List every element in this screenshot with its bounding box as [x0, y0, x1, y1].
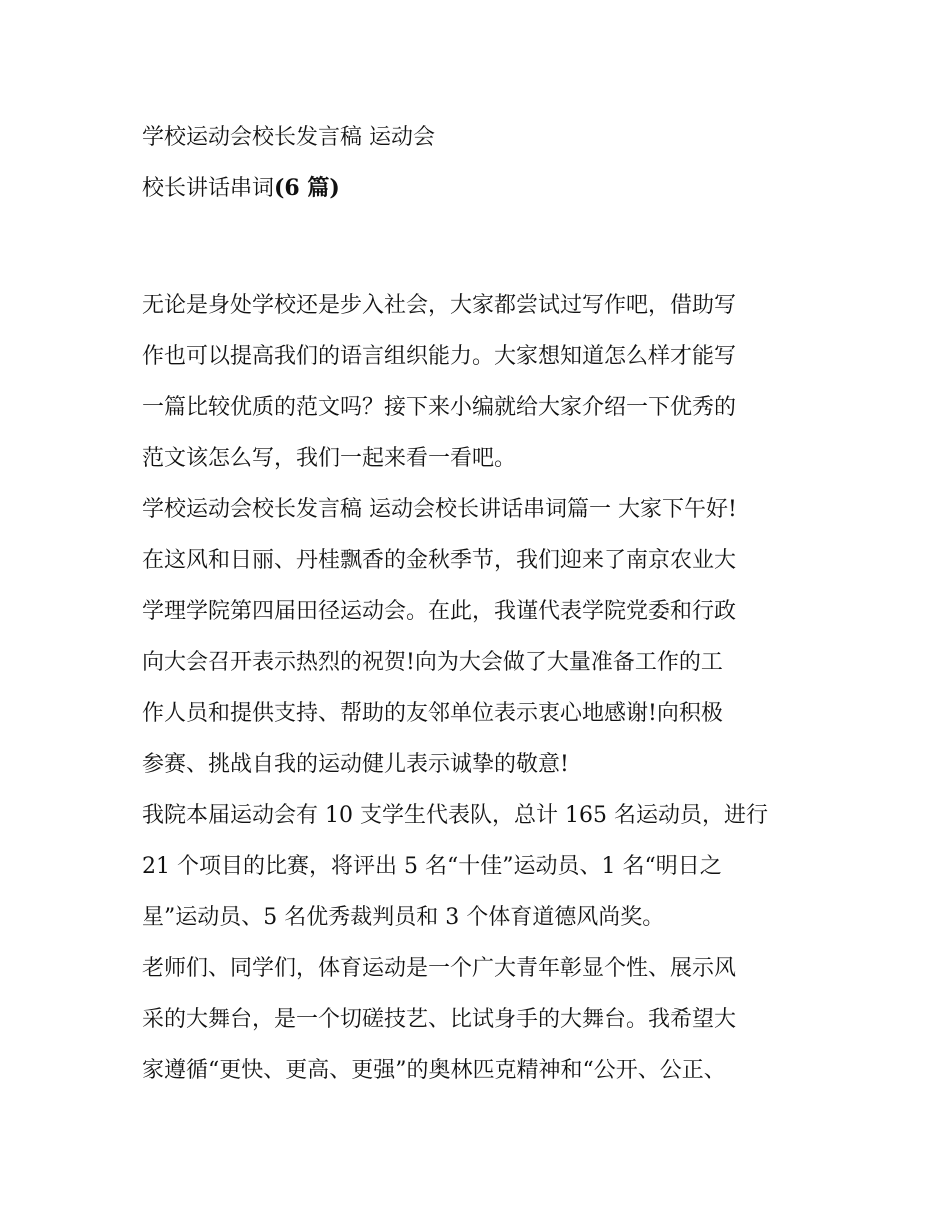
- title-count: (6 篇): [274, 175, 340, 201]
- text-line: 无论是身处学校还是步入社会，大家都尝试过写作吧，借助写: [142, 293, 737, 318]
- text-line: 作人员和提供支持、帮助的友邻单位表示衷心地感谢!向积极: [142, 701, 723, 726]
- paragraph-intro: [142, 280, 822, 484]
- text-line: 老师们、同学们，体育运动是一个广大青年彰显个性、展示风: [142, 956, 737, 981]
- text-line: 作也可以提高我们的语言组织能力。大家想知道怎么样才能写: [142, 344, 737, 369]
- text-line: 采的大舞台，是一个切磋技艺、比试身手的大舞台。我希望大: [142, 1007, 737, 1032]
- paragraph-address: [142, 943, 822, 1096]
- text-line: 向大会召开表示热烈的祝贺!向为大会做了大量准备工作的工: [142, 650, 723, 675]
- text-line: 学校运动会校长发言稿 运动会校长讲话串词篇一 大家下午好!: [142, 497, 737, 522]
- text-line: 范文该怎么写，我们一起来看一看吧。: [142, 446, 517, 471]
- title-line-2: [142, 163, 822, 214]
- paragraph-speech-opening: [142, 484, 822, 790]
- text-line: 一篇比较优质的范文吗？接下来小编就给大家介绍一下优秀的: [142, 395, 737, 420]
- paragraph-event-stats: [142, 790, 822, 943]
- text-line: 21 个项目的比赛，将评出 5 名“十佳”运动员、1 名“明日之: [142, 854, 722, 879]
- text-line: 星”运动员、5 名优秀裁判员和 3 个体育道德风尚奖。: [142, 905, 665, 930]
- text-line: 我院本届运动会有 10 支学生代表队，总计 165 名运动员，进行: [142, 803, 768, 828]
- text-line: 家遵循“更快、更高、更强”的奥林匹克精神和“公开、公正、: [142, 1058, 726, 1083]
- text-line: 在这风和日丽、丹桂飘香的金秋季节，我们迎来了南京农业大: [142, 548, 737, 573]
- page-title: [142, 112, 822, 214]
- body-text: [142, 280, 822, 1096]
- text-line: 学理学院第四届田径运动会。在此，我谨代表学院党委和行政: [142, 599, 737, 624]
- title-line-2-text: 校长讲话串词: [142, 176, 275, 201]
- title-line-1: 学校运动会校长发言稿 运动会: [142, 125, 435, 150]
- text-line: 参赛、挑战自我的运动健儿表示诚挚的敬意!: [142, 752, 569, 777]
